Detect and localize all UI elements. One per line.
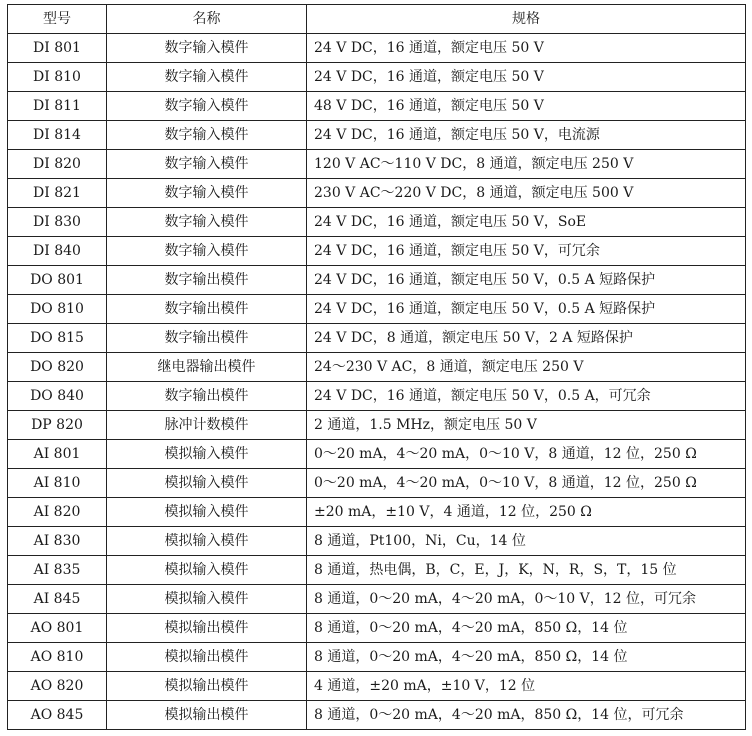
spec-cell: 230 V AC～220 V DC，8 通道，额定电压 500 V (307, 179, 746, 208)
module-spec-table (7, 4, 746, 730)
spec-cell: 24 V DC，8 通道，额定电压 50 V，2 A 短路保护 (307, 324, 746, 353)
table-row (8, 556, 746, 585)
model-cell: DI 814 (8, 121, 107, 150)
model-cell: AI 845 (8, 585, 107, 614)
name-cell: 数字输出模件 (107, 324, 307, 353)
name-cell: 模拟输出模件 (107, 701, 307, 730)
spec-cell: 24 V DC，16 通道，额定电压 50 V，可冗余 (307, 237, 746, 266)
name-cell: 模拟输入模件 (107, 469, 307, 498)
table-row (8, 179, 746, 208)
table-row (8, 266, 746, 295)
model-cell: DI 801 (8, 34, 107, 63)
name-cell: 模拟输入模件 (107, 440, 307, 469)
spec-cell: 8 通道，热电偶，B，C，E，J，K，N，R，S，T，15 位 (307, 556, 746, 585)
model-cell: AO 801 (8, 614, 107, 643)
name-cell: 模拟输出模件 (107, 614, 307, 643)
table-row (8, 411, 746, 440)
table-row (8, 324, 746, 353)
spec-cell: 24 V DC，16 通道，额定电压 50 V (307, 34, 746, 63)
model-cell: DI 820 (8, 150, 107, 179)
name-cell: 数字输入模件 (107, 92, 307, 121)
name-cell: 模拟输出模件 (107, 672, 307, 701)
header-name: 名称 (107, 5, 307, 34)
model-cell: AI 820 (8, 498, 107, 527)
spec-cell: 8 通道，0～20 mA，4～20 mA，0～10 V，12 位，可冗余 (307, 585, 746, 614)
name-cell: 数字输出模件 (107, 382, 307, 411)
module-spec-table-container (7, 4, 746, 730)
table-row (8, 208, 746, 237)
model-cell: DI 811 (8, 92, 107, 121)
spec-cell: 120 V AC～110 V DC，8 通道，额定电压 250 V (307, 150, 746, 179)
table-row (8, 121, 746, 150)
header-model: 型号 (8, 5, 107, 34)
table-body (8, 34, 746, 730)
table-row (8, 295, 746, 324)
table-row (8, 237, 746, 266)
model-cell: AI 801 (8, 440, 107, 469)
spec-cell: 24 V DC，16 通道，额定电压 50 V，0.5 A 短路保护 (307, 266, 746, 295)
model-cell: DI 821 (8, 179, 107, 208)
spec-cell: 8 通道，0～20 mA，4～20 mA，850 Ω，14 位，可冗余 (307, 701, 746, 730)
table-row (8, 469, 746, 498)
spec-cell: ±20 mA，±10 V，4 通道，12 位，250 Ω (307, 498, 746, 527)
model-cell: AO 820 (8, 672, 107, 701)
name-cell: 模拟输出模件 (107, 643, 307, 672)
name-cell: 脉冲计数模件 (107, 411, 307, 440)
table-header-row (8, 5, 746, 34)
spec-cell: 24～230 V AC，8 通道，额定电压 250 V (307, 353, 746, 382)
name-cell: 数字输入模件 (107, 63, 307, 92)
spec-cell: 2 通道，1.5 MHz，额定电压 50 V (307, 411, 746, 440)
spec-cell: 24 V DC，16 通道，额定电压 50 V，0.5 A，可冗余 (307, 382, 746, 411)
header-spec: 规格 (307, 5, 746, 34)
model-cell: AI 810 (8, 469, 107, 498)
model-cell: AO 810 (8, 643, 107, 672)
spec-cell: 8 通道，Pt100，Ni，Cu，14 位 (307, 527, 746, 556)
spec-cell: 24 V DC，16 通道，额定电压 50 V，电流源 (307, 121, 746, 150)
name-cell: 数字输入模件 (107, 121, 307, 150)
model-cell: AI 835 (8, 556, 107, 585)
spec-cell: 24 V DC，16 通道，额定电压 50 V，0.5 A 短路保护 (307, 295, 746, 324)
spec-cell: 24 V DC，16 通道，额定电压 50 V (307, 63, 746, 92)
spec-cell: 0～20 mA，4～20 mA，0～10 V，8 通道，12 位，250 Ω (307, 469, 746, 498)
table-row (8, 614, 746, 643)
model-cell: DO 820 (8, 353, 107, 382)
model-cell: DI 830 (8, 208, 107, 237)
spec-cell: 4 通道，±20 mA，±10 V，12 位 (307, 672, 746, 701)
spec-cell: 8 通道，0～20 mA，4～20 mA，850 Ω，14 位 (307, 643, 746, 672)
model-cell: DI 810 (8, 63, 107, 92)
model-cell: AI 830 (8, 527, 107, 556)
spec-cell: 8 通道，0～20 mA，4～20 mA，850 Ω，14 位 (307, 614, 746, 643)
spec-cell: 24 V DC，16 通道，额定电压 50 V，SoE (307, 208, 746, 237)
table-row (8, 92, 746, 121)
model-cell: DI 840 (8, 237, 107, 266)
model-cell: DO 815 (8, 324, 107, 353)
name-cell: 数字输入模件 (107, 179, 307, 208)
model-cell: DP 820 (8, 411, 107, 440)
table-row (8, 63, 746, 92)
table-row (8, 701, 746, 730)
table-row (8, 353, 746, 382)
table-row (8, 150, 746, 179)
name-cell: 数字输入模件 (107, 34, 307, 63)
name-cell: 模拟输入模件 (107, 556, 307, 585)
table-row (8, 498, 746, 527)
table-row (8, 643, 746, 672)
table-row (8, 382, 746, 411)
name-cell: 数字输出模件 (107, 295, 307, 324)
table-row (8, 527, 746, 556)
name-cell: 数字输出模件 (107, 266, 307, 295)
name-cell: 模拟输入模件 (107, 527, 307, 556)
name-cell: 模拟输入模件 (107, 585, 307, 614)
name-cell: 模拟输入模件 (107, 498, 307, 527)
table-row (8, 585, 746, 614)
name-cell: 继电器输出模件 (107, 353, 307, 382)
table-row (8, 672, 746, 701)
model-cell: DO 801 (8, 266, 107, 295)
table-row (8, 34, 746, 63)
spec-cell: 0～20 mA，4～20 mA，0～10 V，8 通道，12 位，250 Ω (307, 440, 746, 469)
name-cell: 数字输入模件 (107, 150, 307, 179)
spec-cell: 48 V DC，16 通道，额定电压 50 V (307, 92, 746, 121)
model-cell: DO 840 (8, 382, 107, 411)
table-row (8, 440, 746, 469)
name-cell: 数字输入模件 (107, 237, 307, 266)
name-cell: 数字输入模件 (107, 208, 307, 237)
model-cell: DO 810 (8, 295, 107, 324)
model-cell: AO 845 (8, 701, 107, 730)
